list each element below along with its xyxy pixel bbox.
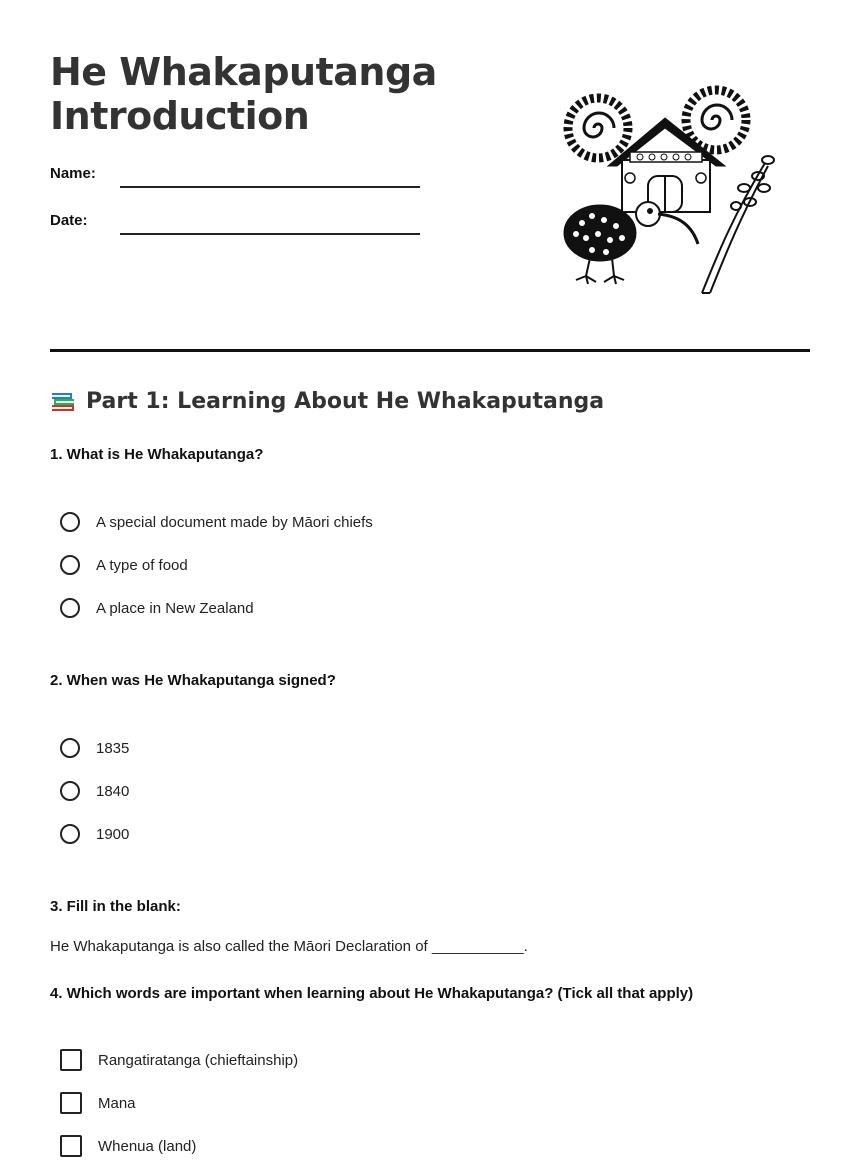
wharenui-icon <box>608 118 725 212</box>
q2-option-1[interactable] <box>60 738 129 758</box>
tree-icon <box>702 156 774 293</box>
radio-button[interactable] <box>60 512 80 532</box>
option-label: A special document made by Māori chiefs <box>96 513 373 531</box>
option-label: A type of food <box>96 556 188 574</box>
date-field[interactable] <box>50 212 420 229</box>
books-icon <box>50 388 76 414</box>
q4-option-1[interactable] <box>60 1049 298 1071</box>
question-1: 1. What is He Whakaputanga? <box>50 446 264 463</box>
radio-button[interactable] <box>60 738 80 758</box>
question-3: 3. Fill in the blank: <box>50 898 181 915</box>
title-line-2: Introduction <box>50 94 310 138</box>
name-field[interactable] <box>50 165 420 182</box>
header-divider <box>50 349 810 352</box>
date-label: Date: <box>50 212 88 229</box>
q4-option-3[interactable] <box>60 1135 196 1157</box>
q2-option-3[interactable] <box>60 824 129 844</box>
worksheet-title <box>50 50 437 138</box>
checkbox[interactable] <box>60 1049 82 1071</box>
q1-option-1[interactable] <box>60 512 373 532</box>
question-2: 2. When was He Whakaputanga signed? <box>50 672 336 689</box>
option-label: A place in New Zealand <box>96 599 254 617</box>
koru-right-icon <box>686 90 746 150</box>
option-label: Mana <box>98 1094 136 1112</box>
title-line-1: He Whakaputanga <box>50 50 437 94</box>
q2-option-2[interactable] <box>60 781 129 801</box>
fill-in-blank-sentence[interactable]: He Whakaputanga is also called the Māori Declaration of ___________. <box>50 938 528 955</box>
option-label: 1900 <box>96 825 130 843</box>
q1-option-2[interactable] <box>60 555 188 575</box>
section-title: Part 1: Learning About He Whakaputanga <box>86 388 605 414</box>
question-4: 4. Which words are important when learning about He Whakaputanga? (Tick all that apply) <box>50 985 694 1002</box>
name-line[interactable] <box>120 186 420 188</box>
wharenui-kiwi-koru-illustration <box>530 48 815 333</box>
koru-left-icon <box>568 98 628 158</box>
radio-button[interactable] <box>60 781 80 801</box>
radio-button[interactable] <box>60 555 80 575</box>
name-label: Name: <box>50 165 96 182</box>
radio-button[interactable] <box>60 824 80 844</box>
date-line[interactable] <box>120 233 420 235</box>
option-label: 1840 <box>96 782 130 800</box>
checkbox[interactable] <box>60 1135 82 1157</box>
q4-option-2[interactable] <box>60 1092 136 1114</box>
q1-option-3[interactable] <box>60 598 254 618</box>
radio-button[interactable] <box>60 598 80 618</box>
checkbox[interactable] <box>60 1092 82 1114</box>
option-label: Rangatiratanga (chieftainship) <box>98 1051 299 1069</box>
option-label: 1835 <box>96 739 130 757</box>
section-heading <box>50 388 604 414</box>
kiwi-icon <box>564 202 698 284</box>
option-label: Whenua (land) <box>98 1137 197 1155</box>
